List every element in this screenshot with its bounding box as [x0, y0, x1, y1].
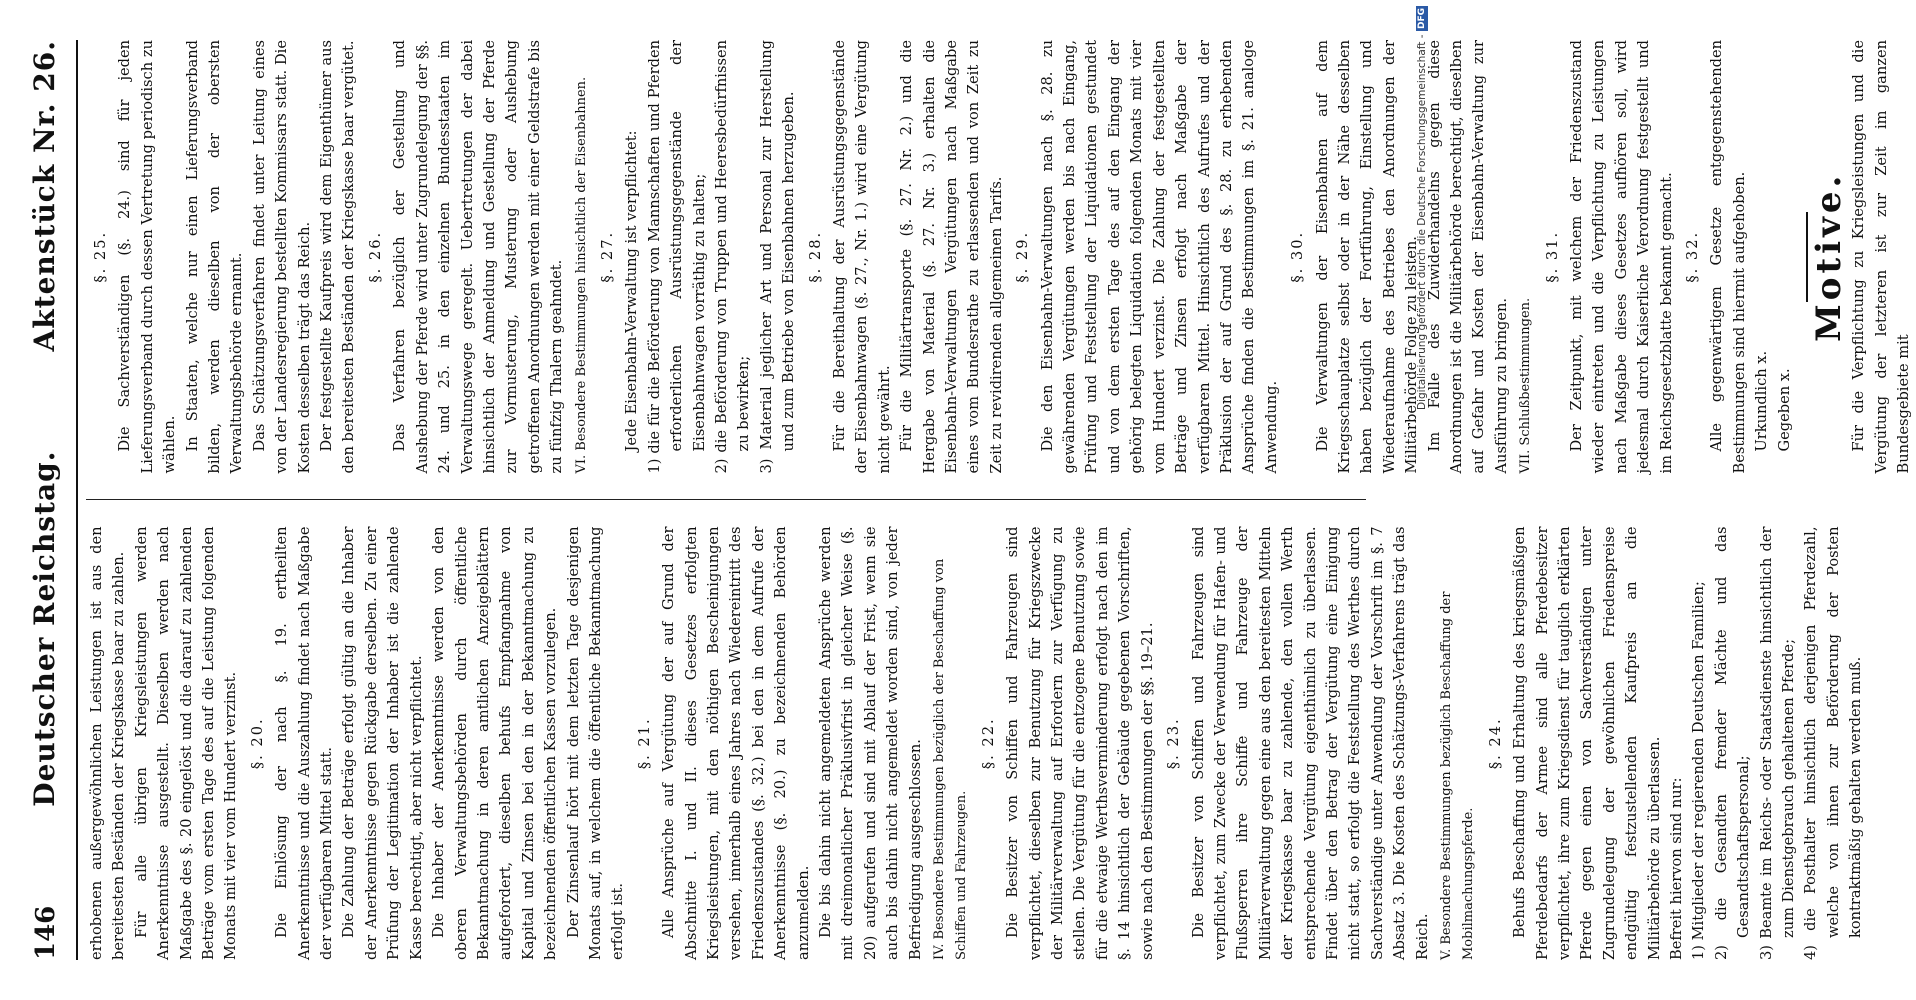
page-number: 146: [31, 905, 61, 960]
section-number: §. 31.: [1543, 230, 1561, 283]
paragraph: Behufs Beschaffung und Erhaltung des kriegsmäßigen Pferdebedarfs der Armee sind alle Pferdebesitzer verpflichtet, ihre zum Kriegsdienst für tauglich erklärten Pferde gegen einen von Sachverständigen unter Zugrundelegung der gewöhnlichen Friedenspreise endgültig festzustellenden Kaufpreis an die Militärbehörde zu überlassen.: [1511, 526, 1663, 960]
paragraph: Das Verfahren bezüglich der Gestellung und Aushebung der Pferde wird unter Zugrundelegung der §§. 24. und 25. in den einzelnen Bundesstaaten im Verwaltungswege geregelt. Uebertretungen der dabei hinsichtlich der Anmeldung und Gestellung der Pferde zur Vormusterung, Musterung oder Aushebung getroffenen Anordnungen werden mit einer Geldstrafe bis zu fünfzig Thalern geahndet.: [391, 40, 566, 474]
paragraph: Der Zinsenlauf hört mit dem letzten Tage desjenigen Monats auf, in welchem die öffentliche Bekanntmachung erfolgt ist.: [564, 526, 627, 960]
left-column: [86, 526, 1865, 961]
paragraph: Die Inhaber der Anerkenntnisse werden von den oberen Verwaltungsbehörden durch öffentliche Bekanntmachung in deren amtlichen Anzeigeblättern aufgefordert, dieselben behufs Empfangnahme von Kapital und Zinsen bei den in der Bekanntmachung zu bezeichnenden öffentlichen Kassen vorzulegen.: [430, 526, 560, 960]
paragraph: Im Falle des Zuwiderhandelns gegen diese Anordnungen ist die Militärbehörde berechtigt, dieselben auf Gefahr und Kosten der Eisenbahn-Verwaltung zur Ausführung zu bringen.: [1425, 40, 1510, 474]
paragraph: Für die Bereithaltung der Ausrüstungsgegenstände der Eisenbahnwagen (§. 27., Nr. 1.) wird eine Vergütung nicht gewährt.: [831, 40, 893, 474]
paragraph: Für die Militärtransporte (§. 27. Nr. 2.) und die Hergabe von Material (§. 27. Nr. 3.) erhalten die Eisenbahn-Verwaltungen Vergütungen nach Maßgabe eines vom Bundesrathe zu erlassenden und von Zeit zu Zeit zu revidirenden allgemeinen Tarifs.: [898, 40, 1005, 474]
paragraph: Die Verwaltungen der Eisenbahnen auf dem Kriegsschauplatze selbst oder in der Nähe desselben haben bezüglich der Fortführung, Einstellung und Wiederaufnahme des Betriebes den Anordnungen der Militärbehörde Folge zu leisten.: [1313, 40, 1421, 474]
paragraph: Alle gegenwärtigem Gesetze entgegenstehenden Bestimmungen sind hiermit aufgehoben.: [1708, 40, 1748, 474]
paragraph: In Staaten, welche nur einen Lieferungsverband bilden, werden dieselben von der obersten Verwaltungsbehörde ernannt.: [183, 40, 246, 474]
section-number: §. 26.: [366, 230, 384, 283]
section-number: §. 21.: [635, 717, 653, 770]
section-heading: VII. Schlußbestimmungen.: [1518, 297, 1534, 474]
section-number: §. 27.: [598, 230, 616, 283]
paragraph: Die Besitzer von Schiffen und Fahrzeugen sind verpflichtet, dieselben zur Benutzung für Kriegszwecke der Militärverwaltung auf Erfordern zur Verfügung zu stellen. Die Vergütung für die entzogene Benutzung sowie für die etwaige Werthsverminderung erfolgt nach den im §. 14 hinsichtlich der Gebäude gegebenen Vorschriften, sowie nach den Bestimmungen der §§. 19–21.: [1004, 526, 1156, 960]
paragraph: Die Besitzer von Schiffen und Fahrzeugen sind verpflichtet, zum Zwecke der Verwendung für Hafen- und Flußsperren ihre Schiffe und Fahrzeuge der Militärverwaltung gegen eine aus den bereitesten Mitteln der Kriegskasse baar zu zahlende, den vollen Werth entsprechende Vergütung eigenthümlich zu überlassen. Findet über den Betrag der Vergütung eine Einigung nicht statt, so erfolgt die Feststellung des Werthes durch Sachverständige unter Anwendung der Vorschrift im §. 7 Absatz 3. Die Kosten des Schätzungs-Verfahrens trägt das Reich.: [1189, 526, 1431, 960]
list-item: 4) die Posthalter hinsichtlich derjenigen Pferdezahl, welche von ihnen zur Beförderung der Posten kontraktmäßig gehalten werden muß.: [1802, 526, 1865, 960]
section-number: §. 23.: [1165, 717, 1183, 770]
paragraph: Befreit hiervon sind nur:: [1668, 777, 1686, 960]
section-number: §. 29.: [1014, 230, 1032, 283]
paragraph: Für die Verpflichtung zu Kriegsleistungen und die Vergütung der letzteren ist zur Zeit im ganzen Bundesgebiete mit: [1850, 40, 1913, 474]
list-item: 2) die Beförderung von Truppen und Heeresbedürfnissen zu bewirken;: [712, 40, 753, 474]
paragraph: Für alle übrigen Kriegsleistungen werden Anerkenntnisse ausgestellt. Dieselben werden nach Maßgabe des §. 20 eingelöst und die darauf zu zahlenden Beträge vom ersten Tage des auf die Leistung folgenden Monats mit vier vom Hundert verzinst.: [132, 526, 240, 960]
section-number: §. 30.: [1289, 230, 1307, 283]
list-item: 1) Mitglieder der regierenden Deutschen Familien;: [1690, 581, 1708, 960]
paragraph: Die Zahlung der Beträge erfolgt gültig an die Inhaber der Anerkenntnisse gegen Rückgabe derselben. Zu einer Prüfung der Legitimation der Inhaber ist die zahlende Kasse berechtigt, aber nicht verpflichtet.: [340, 526, 425, 960]
paragraph: Die den Eisenbahn-Verwaltungen nach §. 28. zu gewährenden Vergütungen werden bis nach Eingang, Prüfung und Feststellung der Liquidationen gestundet und von dem ersten Tage des auf den Eingang der gehörig belegten Liquidation folgenden Monats mit vier vom Hundert verzinst. Die Zahlung der festgestellten Beträge und Zinsen erfolgt nach Maßgabe der verfügbaren Mittel. Hinsichtlich des Aufrufes und der Präklusion der auf Grund des §. 28. zu erhebenden Ansprüche finden die Bestimmungen im §. 21. analoge Anwendung.: [1038, 40, 1280, 474]
paragraph: Das Schätzungsverfahren findet unter Leitung eines von der Landesregierung bestellten Kommissars statt. Die Kosten desselben trägt das Reich.: [250, 40, 313, 474]
running-head-left: Deutscher Reichstag.: [28, 450, 61, 807]
section-number: §. 28.: [806, 230, 824, 283]
motive-heading: Motive.: [1809, 171, 1850, 342]
paragraph: Gegeben x.: [1775, 368, 1793, 452]
section-number: §. 22.: [979, 717, 997, 770]
paragraph: Die bis dahin nicht angemeldeten Ansprüche werden mit dreimonatlicher Präklusivfrist in gleicher Weise (§. 20) aufgerufen und sind mit Ablauf der Frist, wenn sie auch bis dahin nicht angemeldet worden sind, von jeder Befriedigung ausgeschlossen.: [817, 526, 924, 960]
page-header: [28, 40, 78, 960]
list-item: 1) die für die Beförderung von Mannschaften und Pferden erforderlichen Ausrüstungsgegenstände der Eisenbahnwagen vorräthig zu halten;: [645, 40, 708, 474]
paragraph: Urkundlich x.: [1753, 350, 1771, 452]
section-heading: V. Besondere Bestimmungen bezüglich Beschaffung der Mobilmachungspferde.: [1438, 591, 1477, 960]
digitization-text: Digitalisierung gefördert durch die Deutsche Forschungsgemeinschaft -: [1416, 34, 1428, 410]
digitization-note: [1416, 6, 1430, 994]
section-heading: IV. Besondere Bestimmungen bezüglich der Beschaffung von Schiffen und Fahrzeugen.: [932, 558, 970, 960]
paragraph: Jede Eisenbahn-Verwaltung ist verpflichtet:: [623, 130, 641, 452]
dfg-logo: DFG: [1417, 8, 1427, 30]
paragraph: Die Einlösung der nach §. 19. ertheilten Anerkenntnisse und die Auszahlung findet nach Maßgabe der verfügbaren Mittel statt.: [273, 526, 336, 960]
section-number: §. 20.: [248, 717, 266, 770]
section-rule: [1806, 212, 1808, 302]
paragraph: Der festgestellte Kaufpreis wird dem Eigenthümer aus den bereitesten Beständen der Kriegskasse baar vergütet.: [318, 40, 358, 474]
list-item: 3) Beamte im Reichs- oder Staatsdienste hinsichtlich der zum Dienstgebrauch gehaltenen Pferde;: [1757, 526, 1798, 960]
paragraph: erhobenen außergewöhnlichen Leistungen ist aus den bereitesten Beständen der Kriegskasse baar zu zahlen.: [88, 526, 128, 960]
section-number: §. 24.: [1486, 717, 1504, 770]
paragraph: Alle Ansprüche auf Vergütung der auf Grund der Abschnitte I. und II. dieses Gesetzes erfolgten Kriegsleistungen, mit den nöthigen Bescheinigungen versehen, innerhalb eines Jahres nach Wiedereintritt des Friedenszustandes (§. 32.) bei den in dem Aufrufe der Anerkenntnisse (§. 20.) zu bezeichnenden Behörden anzumelden.: [660, 526, 812, 960]
list-item: 2) die Gesandten fremder Mächte und das Gesandtschaftspersonal;: [1712, 526, 1753, 960]
paragraph: Der Zeitpunkt, mit welchem der Friedenszustand wieder eintreten und die Verpflichtung zu Leistungen nach Maßgabe dieses Gesetzes aufhören soll, wird jedesmal durch Kaiserliche Verordnung festgestellt und im Reichsgesetzblatte bekannt gemacht.: [1568, 40, 1675, 474]
section-number: §. 25.: [92, 230, 109, 283]
section-heading: VI. Besondere Bestimmungen hinsichtlich der Eisenbahnen.: [573, 76, 589, 474]
paragraph: Die Sachverständigen (§. 24.) sind für jeden Lieferungsverband durch dessen Vertretung periodisch zu wählen.: [116, 40, 179, 474]
column-divider: [86, 500, 1366, 501]
running-head-right: Aktenstück Nr. 26.: [28, 40, 61, 352]
section-number: §. 32.: [1684, 230, 1702, 283]
list-item: 3) Material jeglicher Art und Personal zur Herstellung und zum Betriebe von Eisenbahnen herzugeben.: [757, 40, 798, 474]
